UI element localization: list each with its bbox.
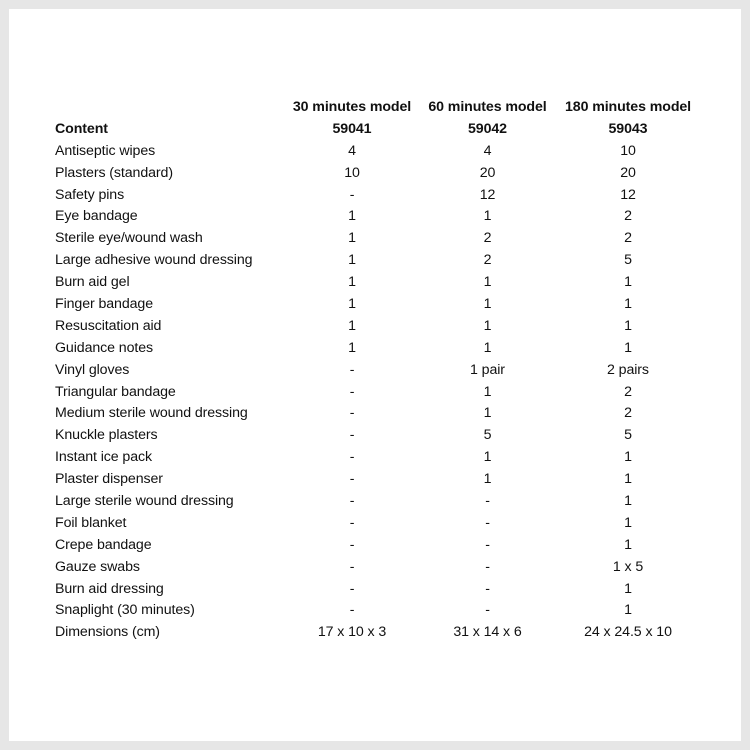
table-row <box>55 491 703 513</box>
table-row <box>55 535 703 557</box>
item-quantity: 1 <box>624 317 632 334</box>
item-name: Foil blanket <box>55 514 127 531</box>
code-180: 59043 <box>608 120 648 137</box>
item-name: Vinyl gloves <box>55 361 130 378</box>
item-quantity: - <box>349 514 355 531</box>
item-quantity: - <box>349 493 355 510</box>
item-quantity: - <box>349 471 355 488</box>
item-name: Antiseptic wipes <box>55 142 156 159</box>
item-quantity: 1 <box>624 580 632 597</box>
table-row <box>55 447 703 469</box>
item-quantity: 4 <box>348 142 356 159</box>
item-name: Burn aid dressing <box>55 580 164 597</box>
code-60: 59042 <box>468 120 507 137</box>
item-quantity: 1 <box>624 339 632 356</box>
item-name: Eye bandage <box>55 208 138 225</box>
item-name: Safety pins <box>55 186 125 203</box>
table-row <box>55 425 703 447</box>
table-row <box>55 338 703 360</box>
item-quantity: 1 <box>624 296 632 313</box>
table-row <box>55 294 703 316</box>
item-quantity: 20 <box>620 164 636 181</box>
item-name: Dimensions (cm) <box>55 624 160 641</box>
item-name: Plaster dispenser <box>55 471 163 488</box>
item-quantity: - <box>485 514 490 531</box>
item-quantity: 2 <box>624 208 632 225</box>
item-name: Guidance notes <box>55 339 153 356</box>
item-quantity: - <box>485 580 490 597</box>
item-quantity: - <box>349 186 355 203</box>
item-quantity: 31 x 14 x 6 <box>453 624 522 641</box>
item-quantity: 1 <box>348 252 356 269</box>
item-quantity: 1 pair <box>470 361 505 378</box>
item-quantity: - <box>349 558 355 575</box>
table-row <box>55 513 703 535</box>
table-row <box>55 469 703 491</box>
item-quantity: 1 <box>348 230 356 247</box>
item-name: Snaplight (30 minutes) <box>55 602 195 619</box>
item-quantity: 2 <box>483 230 492 247</box>
item-name: Burn aid gel <box>55 274 130 291</box>
table-row <box>55 622 703 644</box>
item-quantity: 5 <box>624 427 632 444</box>
item-quantity: - <box>485 602 490 619</box>
item-quantity: 2 pairs <box>607 361 649 378</box>
item-quantity: 1 <box>348 317 356 334</box>
item-quantity: 2 <box>624 383 632 400</box>
item-quantity: 4 <box>483 142 492 159</box>
item-quantity: - <box>349 427 355 444</box>
item-quantity: - <box>485 493 490 510</box>
item-quantity: 5 <box>624 252 632 269</box>
item-quantity: 12 <box>620 186 636 203</box>
item-quantity: 1 <box>624 514 632 531</box>
item-name: Finger bandage <box>55 296 153 313</box>
header-content: Content <box>55 120 108 137</box>
item-quantity: 1 <box>483 339 492 356</box>
table-row <box>55 250 703 272</box>
header-blank-cell <box>55 97 280 119</box>
item-name: Gauze swabs <box>55 558 140 575</box>
item-quantity: 10 <box>620 142 636 159</box>
item-quantity: 1 <box>483 208 492 225</box>
table-row <box>55 600 703 622</box>
item-quantity: 5 <box>483 427 492 444</box>
header-model-180: 180 minutes model <box>564 99 692 115</box>
item-quantity: 1 <box>348 339 356 356</box>
item-quantity: 1 x 5 <box>612 558 644 575</box>
item-name: Instant ice pack <box>55 449 152 466</box>
item-quantity: 1 <box>483 296 492 313</box>
item-quantity: 17 x 10 x 3 <box>317 624 387 641</box>
item-name: Large sterile wound dressing <box>55 493 234 510</box>
item-quantity: 1 <box>483 274 492 291</box>
table-row <box>55 579 703 601</box>
item-quantity: - <box>349 361 355 378</box>
item-quantity: 1 <box>624 471 632 488</box>
item-quantity: 2 <box>624 405 632 422</box>
table-row <box>55 316 703 338</box>
item-quantity: - <box>349 602 355 619</box>
table-row <box>55 360 703 382</box>
item-quantity: 20 <box>479 164 496 181</box>
item-quantity: 1 <box>348 274 356 291</box>
item-quantity: 1 <box>624 493 632 510</box>
item-quantity: 1 <box>483 449 492 466</box>
header-model-30: 30 minutes model <box>292 99 412 115</box>
item-quantity: 1 <box>483 405 492 422</box>
table-row <box>55 228 703 250</box>
item-quantity: 1 <box>624 536 632 553</box>
table-row <box>55 185 703 207</box>
item-quantity: 1 <box>483 383 492 400</box>
contents-table <box>55 97 703 644</box>
header-row-codes <box>55 119 703 141</box>
item-quantity: - <box>485 558 490 575</box>
item-quantity: - <box>349 449 355 466</box>
header-row-models <box>55 97 703 119</box>
table-row <box>55 206 703 228</box>
item-quantity: 1 <box>348 296 356 313</box>
item-quantity: 1 <box>624 274 632 291</box>
item-name: Resuscitation aid <box>55 317 162 334</box>
item-name: Knuckle plasters <box>55 427 158 444</box>
table-body <box>55 141 703 644</box>
table-row <box>55 272 703 294</box>
item-name: Medium sterile wound dressing <box>55 405 248 422</box>
item-quantity: 2 <box>483 252 492 269</box>
table-row <box>55 557 703 579</box>
document-page <box>9 9 741 741</box>
item-quantity: 1 <box>624 602 632 619</box>
item-name: Large adhesive wound dressing <box>55 252 253 269</box>
item-name: Sterile eye/wound wash <box>55 230 203 247</box>
item-quantity: 1 <box>483 317 492 334</box>
table-row <box>55 403 703 425</box>
item-quantity: 12 <box>479 186 496 203</box>
item-quantity: - <box>349 405 355 422</box>
item-quantity: 1 <box>624 449 632 466</box>
header-model-60: 60 minutes model <box>428 99 547 115</box>
item-quantity: 10 <box>344 164 360 181</box>
item-quantity: 2 <box>624 230 632 247</box>
code-30: 59041 <box>332 120 372 137</box>
item-quantity: 1 <box>348 208 356 225</box>
table-row <box>55 141 703 163</box>
item-name: Plasters (standard) <box>55 164 173 181</box>
table-row <box>55 163 703 185</box>
item-quantity: - <box>349 536 355 553</box>
item-name: Crepe bandage <box>55 536 152 553</box>
item-quantity: - <box>485 536 490 553</box>
item-name: Triangular bandage <box>55 383 176 400</box>
table-row <box>55 382 703 404</box>
item-quantity: 24 x 24.5 x 10 <box>584 624 672 641</box>
item-quantity: - <box>349 580 355 597</box>
item-quantity: - <box>349 383 355 400</box>
item-quantity: 1 <box>483 471 492 488</box>
